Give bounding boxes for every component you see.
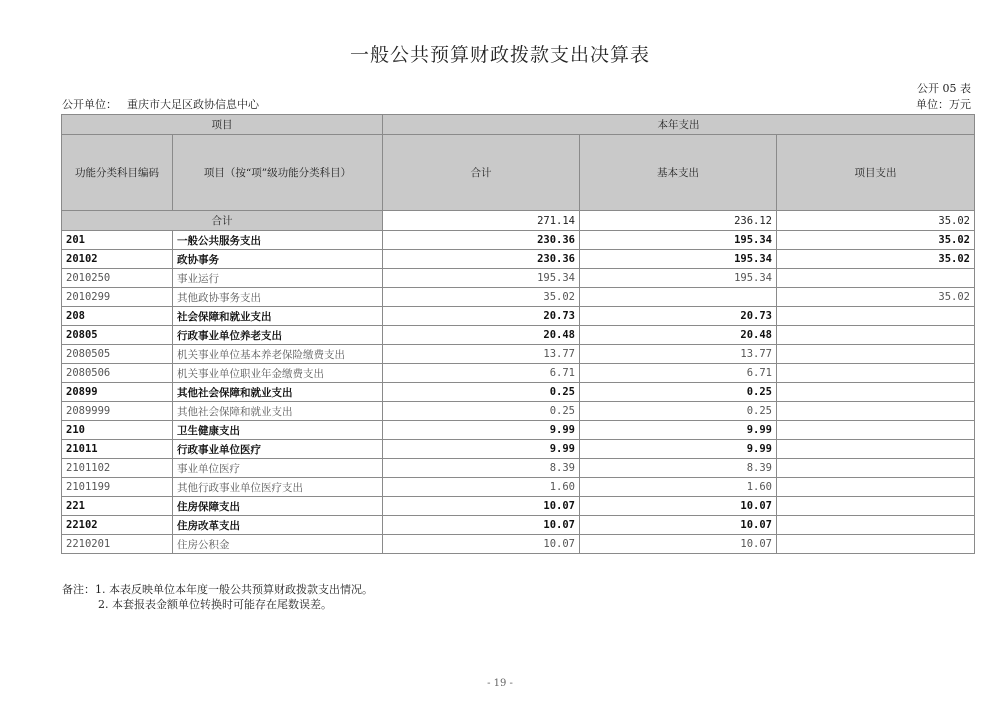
- row-name: 一般公共服务支出: [173, 231, 383, 250]
- table-row: [62, 478, 975, 497]
- row-basic: 0.25: [580, 383, 777, 402]
- publishing-unit: [62, 96, 259, 112]
- header-basic: 基本支出: [580, 135, 777, 211]
- row-name: 社会保障和就业支出: [173, 307, 383, 326]
- row-name: 行政事业单位养老支出: [173, 326, 383, 345]
- row-code: 2080505: [62, 345, 173, 364]
- header-project: 项目: [62, 115, 383, 135]
- row-total: 20.73: [383, 307, 580, 326]
- row-basic: 0.25: [580, 402, 777, 421]
- row-basic: 10.07: [580, 497, 777, 516]
- table-number: 公开 05 表: [917, 82, 971, 95]
- row-project: [777, 326, 975, 345]
- row-basic: 9.99: [580, 440, 777, 459]
- row-name: 卫生健康支出: [173, 421, 383, 440]
- row-project: [777, 269, 975, 288]
- row-project: 35.02: [777, 250, 975, 269]
- row-basic: 9.99: [580, 421, 777, 440]
- notes: [62, 582, 373, 612]
- table-row: [62, 307, 975, 326]
- row-basic: 8.39: [580, 459, 777, 478]
- table-row: [62, 516, 975, 535]
- row-code: 2101102: [62, 459, 173, 478]
- row-code: 208: [62, 307, 173, 326]
- header-current-year: 本年支出: [383, 115, 975, 135]
- row-total: 35.02: [383, 288, 580, 307]
- total-basic: 236.12: [580, 211, 777, 231]
- row-project: [777, 307, 975, 326]
- row-code: 2080506: [62, 364, 173, 383]
- row-basic: 195.34: [580, 231, 777, 250]
- row-code: 201: [62, 231, 173, 250]
- row-code: 2210201: [62, 535, 173, 554]
- table-row: [62, 497, 975, 516]
- table-row: [62, 440, 975, 459]
- header-project-expenditure: 项目支出: [777, 135, 975, 211]
- row-name: 其他社会保障和就业支出: [173, 402, 383, 421]
- table-row: [62, 250, 975, 269]
- table-row: [62, 535, 975, 554]
- note-1: 备注：1. 本表反映单位本年度一般公共预算财政拨款支出情况。: [62, 583, 373, 596]
- row-code: 2010250: [62, 269, 173, 288]
- table-row: [62, 345, 975, 364]
- row-basic: 1.60: [580, 478, 777, 497]
- total-label: 合计: [62, 211, 383, 231]
- row-code: 2010299: [62, 288, 173, 307]
- row-total: 9.99: [383, 421, 580, 440]
- row-code: 22102: [62, 516, 173, 535]
- row-total: 8.39: [383, 459, 580, 478]
- publishing-unit-name: 重庆市大足区政协信息中心: [127, 98, 259, 111]
- header-code: 功能分类科目编码: [62, 135, 173, 211]
- row-name: 机关事业单位职业年金缴费支出: [173, 364, 383, 383]
- row-project: 35.02: [777, 231, 975, 250]
- row-name: 事业运行: [173, 269, 383, 288]
- row-total: 10.07: [383, 535, 580, 554]
- total-amount: 271.14: [383, 211, 580, 231]
- row-project: 35.02: [777, 288, 975, 307]
- header-name: 项目（按“项”级功能分类科目）: [173, 135, 383, 211]
- row-project: [777, 516, 975, 535]
- row-name: 住房公积金: [173, 535, 383, 554]
- expenditure-table: [61, 114, 975, 554]
- row-name: 其他政协事务支出: [173, 288, 383, 307]
- row-code: 20805: [62, 326, 173, 345]
- row-project: [777, 459, 975, 478]
- table-row: [62, 459, 975, 478]
- row-name: 住房改革支出: [173, 516, 383, 535]
- row-name: 其他行政事业单位医疗支出: [173, 478, 383, 497]
- row-code: 20899: [62, 383, 173, 402]
- header-total: 合计: [383, 135, 580, 211]
- row-basic: 6.71: [580, 364, 777, 383]
- row-code: 20102: [62, 250, 173, 269]
- row-basic: 20.73: [580, 307, 777, 326]
- row-project: [777, 383, 975, 402]
- row-basic: 13.77: [580, 345, 777, 364]
- row-total: 10.07: [383, 497, 580, 516]
- row-code: 221: [62, 497, 173, 516]
- row-total: 13.77: [383, 345, 580, 364]
- row-basic: 10.07: [580, 516, 777, 535]
- table-row: [62, 383, 975, 402]
- row-name: 住房保障支出: [173, 497, 383, 516]
- row-total: 0.25: [383, 402, 580, 421]
- table-row: [62, 269, 975, 288]
- row-code: 2089999: [62, 402, 173, 421]
- row-total: 230.36: [383, 250, 580, 269]
- row-project: [777, 421, 975, 440]
- table-row: [62, 326, 975, 345]
- row-total: 195.34: [383, 269, 580, 288]
- row-total: 10.07: [383, 516, 580, 535]
- row-project: [777, 478, 975, 497]
- row-project: [777, 497, 975, 516]
- table-row: [62, 421, 975, 440]
- row-basic: [580, 288, 777, 307]
- row-name: 其他社会保障和就业支出: [173, 383, 383, 402]
- page-title: 一般公共预算财政拨款支出决算表: [349, 44, 650, 66]
- row-basic: 195.34: [580, 269, 777, 288]
- total-row: [62, 211, 975, 231]
- table-row: [62, 231, 975, 250]
- page-number: - 19 -: [487, 678, 513, 689]
- row-name: 行政事业单位医疗: [173, 440, 383, 459]
- row-project: [777, 364, 975, 383]
- row-code: 21011: [62, 440, 173, 459]
- row-total: 9.99: [383, 440, 580, 459]
- publishing-unit-label: 公开单位：: [62, 98, 117, 111]
- row-basic: 195.34: [580, 250, 777, 269]
- row-name: 事业单位医疗: [173, 459, 383, 478]
- table-row: [62, 402, 975, 421]
- table-row: [62, 288, 975, 307]
- row-total: 6.71: [383, 364, 580, 383]
- row-project: [777, 345, 975, 364]
- row-name: 机关事业单位基本养老保险缴费支出: [173, 345, 383, 364]
- row-code: 210: [62, 421, 173, 440]
- row-total: 1.60: [383, 478, 580, 497]
- row-project: [777, 440, 975, 459]
- row-code: 2101199: [62, 478, 173, 497]
- row-total: 0.25: [383, 383, 580, 402]
- row-total: 230.36: [383, 231, 580, 250]
- row-basic: 10.07: [580, 535, 777, 554]
- row-project: [777, 535, 975, 554]
- row-name: 政协事务: [173, 250, 383, 269]
- total-project: 35.02: [777, 211, 975, 231]
- money-unit: 单位：万元: [916, 98, 971, 111]
- row-total: 20.48: [383, 326, 580, 345]
- note-2: 2. 本套报表金额单位转换时可能存在尾数误差。: [98, 598, 332, 611]
- row-project: [777, 402, 975, 421]
- row-basic: 20.48: [580, 326, 777, 345]
- table-row: [62, 364, 975, 383]
